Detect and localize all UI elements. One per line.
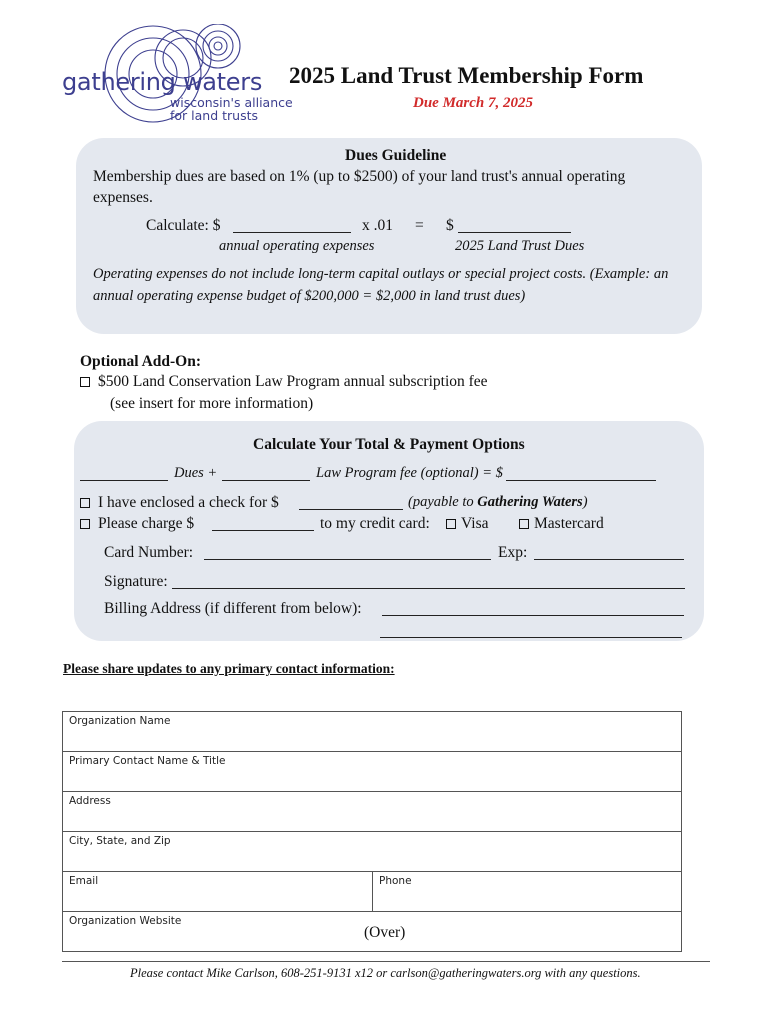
signature-input[interactable] — [172, 574, 685, 589]
addon-item — [80, 373, 488, 391]
addon-heading: Optional Add-On: — [80, 353, 202, 370]
mastercard-label: Mastercard — [534, 515, 604, 532]
card-number-label: Card Number: — [104, 544, 194, 561]
contact-table — [62, 711, 682, 952]
page-title: 2025 Land Trust Membership Form — [289, 63, 644, 88]
equals-sign: = — [415, 217, 424, 234]
website-label: Organization Website — [69, 915, 182, 927]
over-note: (Over) — [364, 924, 406, 941]
dues-note-1: Operating expenses do not include long-term capital outlays or special project costs. (Example: an — [93, 266, 669, 282]
dues-body-1: Membership dues are based on 1% (up to $2500) of your land trust's annual operating — [93, 168, 626, 185]
law-fee-label: Law Program fee (optional) = $ — [316, 465, 503, 481]
footer-note: Please contact Mike Carlson, 608-251-9131 x12 or carlson@gatheringwaters.org with any questions. — [130, 966, 641, 980]
mastercard-option — [519, 515, 604, 533]
check-checkbox[interactable] — [80, 498, 90, 508]
charge-checkbox[interactable] — [80, 519, 90, 529]
charge-text: Please charge $ — [98, 515, 195, 532]
exp-input[interactable] — [534, 545, 684, 560]
check-option — [80, 494, 279, 512]
check-amount-input[interactable] — [299, 495, 403, 510]
check-payable — [408, 494, 588, 511]
contact-heading: Please share updates to any primary contact information: — [63, 661, 395, 676]
dues-dollar: $ — [446, 217, 454, 234]
due-date: Due March 7, 2025 — [413, 95, 534, 111]
payment-heading: Calculate Your Total & Payment Options — [253, 436, 525, 453]
land-trust-dues-input[interactable] — [458, 218, 571, 233]
dues-heading: Dues Guideline — [345, 147, 447, 164]
phone-field[interactable] — [373, 872, 682, 912]
table-row — [63, 712, 682, 752]
city-field[interactable] — [63, 832, 682, 872]
primary-contact-field[interactable] — [63, 752, 682, 792]
logo — [60, 24, 293, 124]
organization-field[interactable] — [63, 712, 682, 752]
email-field[interactable] — [63, 872, 373, 912]
organization-label: Organization Name — [69, 715, 171, 727]
logo-tagline-1: wisconsin's alliance — [170, 95, 293, 110]
calc-label: Calculate: $ — [146, 217, 221, 234]
phone-label: Phone — [379, 875, 412, 887]
visa-option — [446, 515, 488, 533]
dues-total-input[interactable] — [80, 466, 168, 481]
card-number-input[interactable] — [204, 545, 491, 560]
check-text: I have enclosed a check for $ — [98, 494, 279, 511]
address-label: Address — [69, 795, 111, 807]
addon-checkbox[interactable] — [80, 377, 90, 387]
exp-label: Exp: — [498, 544, 528, 561]
dues-plus: Dues + — [174, 465, 218, 481]
dues-body-2: expenses. — [93, 189, 153, 206]
table-row — [63, 872, 682, 912]
visa-label: Visa — [461, 515, 489, 532]
logo-brand: gathering waters — [62, 68, 263, 96]
address-field[interactable] — [63, 792, 682, 832]
billing-input-1[interactable] — [382, 601, 684, 616]
table-row — [63, 792, 682, 832]
footer-divider — [62, 961, 710, 962]
email-label: Email — [69, 875, 99, 887]
law-fee-input[interactable] — [222, 466, 310, 481]
mastercard-checkbox[interactable] — [519, 519, 529, 529]
visa-checkbox[interactable] — [446, 519, 456, 529]
primary-contact-label: Primary Contact Name & Title — [69, 755, 226, 767]
payable-post: ) — [582, 494, 588, 510]
table-row — [63, 832, 682, 872]
charge-option — [80, 515, 194, 533]
logo-tagline-2: for land trusts — [170, 108, 259, 123]
operating-expenses-input[interactable] — [233, 218, 351, 233]
grand-total-input[interactable] — [506, 466, 656, 481]
payable-name: Gathering Waters — [477, 494, 583, 510]
multiplier: x .01 — [362, 217, 393, 234]
signature-label: Signature: — [104, 573, 168, 590]
caption-operating: annual operating expenses — [219, 238, 375, 254]
city-label: City, State, and Zip — [69, 835, 171, 847]
caption-dues: 2025 Land Trust Dues — [455, 238, 585, 254]
dues-note-2: annual operating expense budget of $200,000 = $2,000 in land trust dues) — [93, 288, 526, 304]
billing-input-2[interactable] — [380, 623, 682, 638]
payable-pre: (payable to — [408, 494, 478, 510]
table-row — [63, 752, 682, 792]
addon-item-label: $500 Land Conservation Law Program annual subscription fee — [98, 373, 488, 390]
billing-label: Billing Address (if different from below): — [104, 600, 362, 617]
charge-mid: to my credit card: — [320, 515, 430, 532]
addon-item-note: (see insert for more information) — [110, 395, 314, 412]
charge-amount-input[interactable] — [212, 516, 314, 531]
